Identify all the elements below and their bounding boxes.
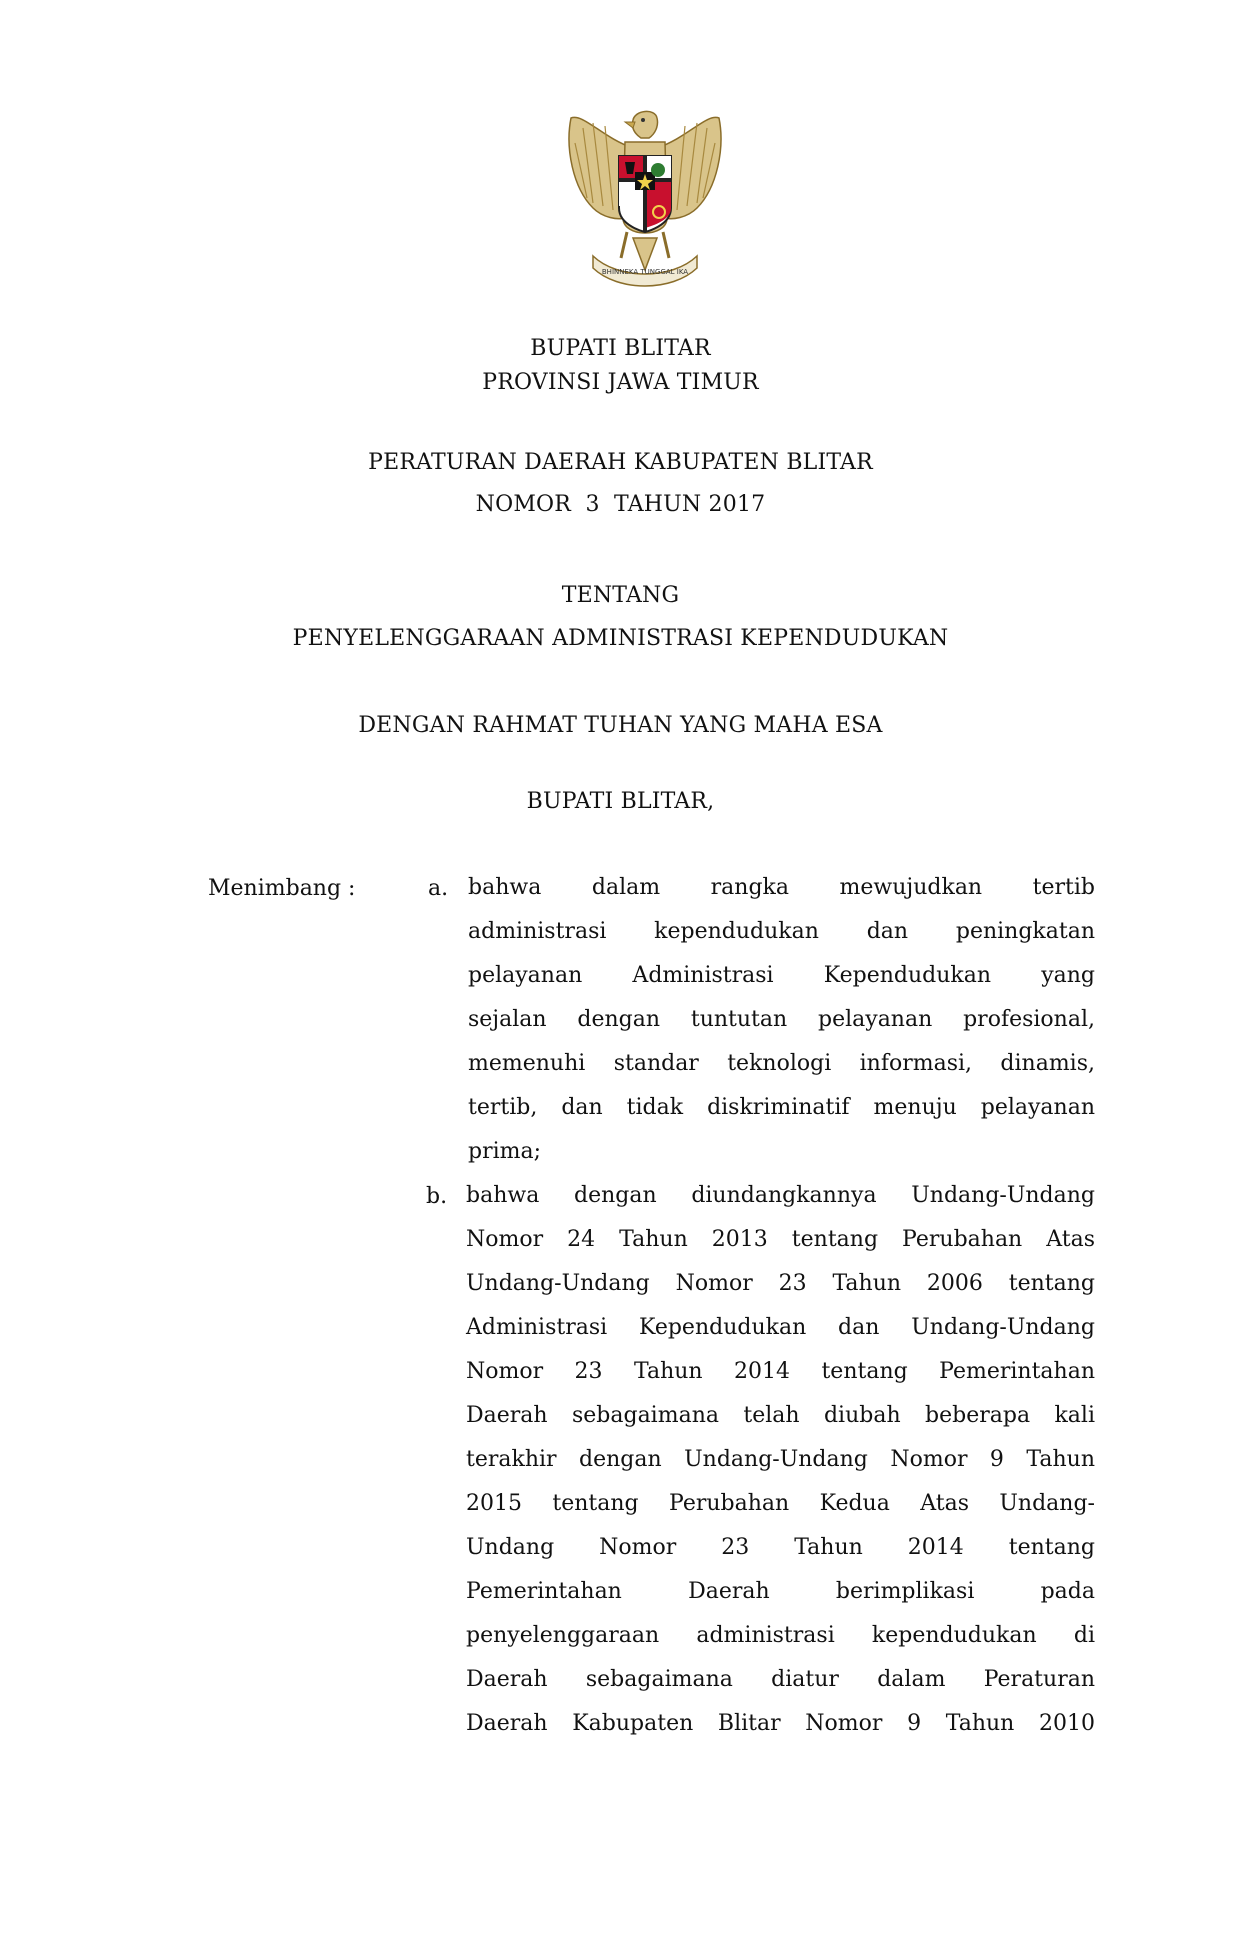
paragraph-line: Undang-Undang Nomor 23 Tahun 2006 tentang — [466, 1271, 1095, 1296]
garuda-emblem — [563, 108, 727, 288]
paragraph-line: Nomor 24 Tahun 2013 tentang Perubahan Atas — [466, 1227, 1095, 1252]
authority-title: BUPATI BLITAR — [530, 336, 711, 361]
paragraph-line: Administrasi Kependudukan dan Undang-Undang — [466, 1315, 1095, 1340]
regulation-number: NOMOR 3 TAHUN 2017 — [475, 492, 766, 517]
paragraph-line: Daerah sebagaimana telah diubah beberapa kali — [466, 1403, 1095, 1428]
menimbang-label: Menimbang : — [208, 876, 356, 901]
paragraph-line: Pemerintahan Daerah berimplikasi pada — [466, 1579, 1095, 1604]
item-letter-b: b. — [426, 1184, 448, 1209]
shield-icon — [619, 156, 671, 232]
paragraph-line: sejalan dengan tuntutan pelayanan profesional, — [468, 1007, 1095, 1032]
paragraph-line: Undang Nomor 23 Tahun 2014 tentang — [466, 1535, 1095, 1560]
paragraph-line: pelayanan Administrasi Kependudukan yang — [468, 963, 1095, 988]
paragraph-line: tertib, dan tidak diskriminatif menuju pelayanan — [468, 1095, 1095, 1120]
paragraph-line: Daerah sebagaimana diatur dalam Peraturan — [466, 1667, 1095, 1692]
paragraph-line: Nomor 23 Tahun 2014 tentang Pemerintahan — [466, 1359, 1095, 1384]
paragraph-line: bahwa dalam rangka mewujudkan tertib — [468, 875, 1095, 900]
paragraph-line: Daerah Kabupaten Blitar Nomor 9 Tahun 2010 — [466, 1711, 1095, 1736]
consideration-item-b — [466, 1174, 1095, 1746]
regulation-title: PERATURAN DAERAH KABUPATEN BLITAR — [368, 450, 873, 475]
paragraph-line: bahwa dengan diundangkannya Undang-Undang — [466, 1183, 1095, 1208]
item-letter-a: a. — [428, 876, 449, 901]
motto-text: BHINNEKA TUNGGAL IKA — [601, 268, 689, 276]
paragraph-line: administrasi kependudukan dan peningkatan — [468, 919, 1095, 944]
province-title: PROVINSI JAWA TIMUR — [482, 370, 759, 395]
paragraph-line: prima; — [468, 1139, 542, 1164]
paragraph-line: terakhir dengan Undang-Undang Nomor 9 Tahun — [466, 1447, 1095, 1472]
paragraph-line: 2015 tentang Perubahan Kedua Atas Undang- — [466, 1491, 1095, 1516]
official-title: BUPATI BLITAR, — [526, 789, 715, 814]
about-label: TENTANG — [561, 583, 680, 608]
paragraph-line: memenuhi standar teknologi informasi, dinamis, — [468, 1051, 1095, 1076]
regulation-subject: PENYELENGGARAAN ADMINISTRASI KEPENDUDUKAN — [292, 626, 949, 651]
invocation: DENGAN RAHMAT TUHAN YANG MAHA ESA — [358, 713, 883, 738]
paragraph-line: penyelenggaraan administrasi kependudukan di — [466, 1623, 1095, 1648]
garuda-head — [632, 111, 657, 138]
consideration-item-a — [468, 866, 1095, 1174]
